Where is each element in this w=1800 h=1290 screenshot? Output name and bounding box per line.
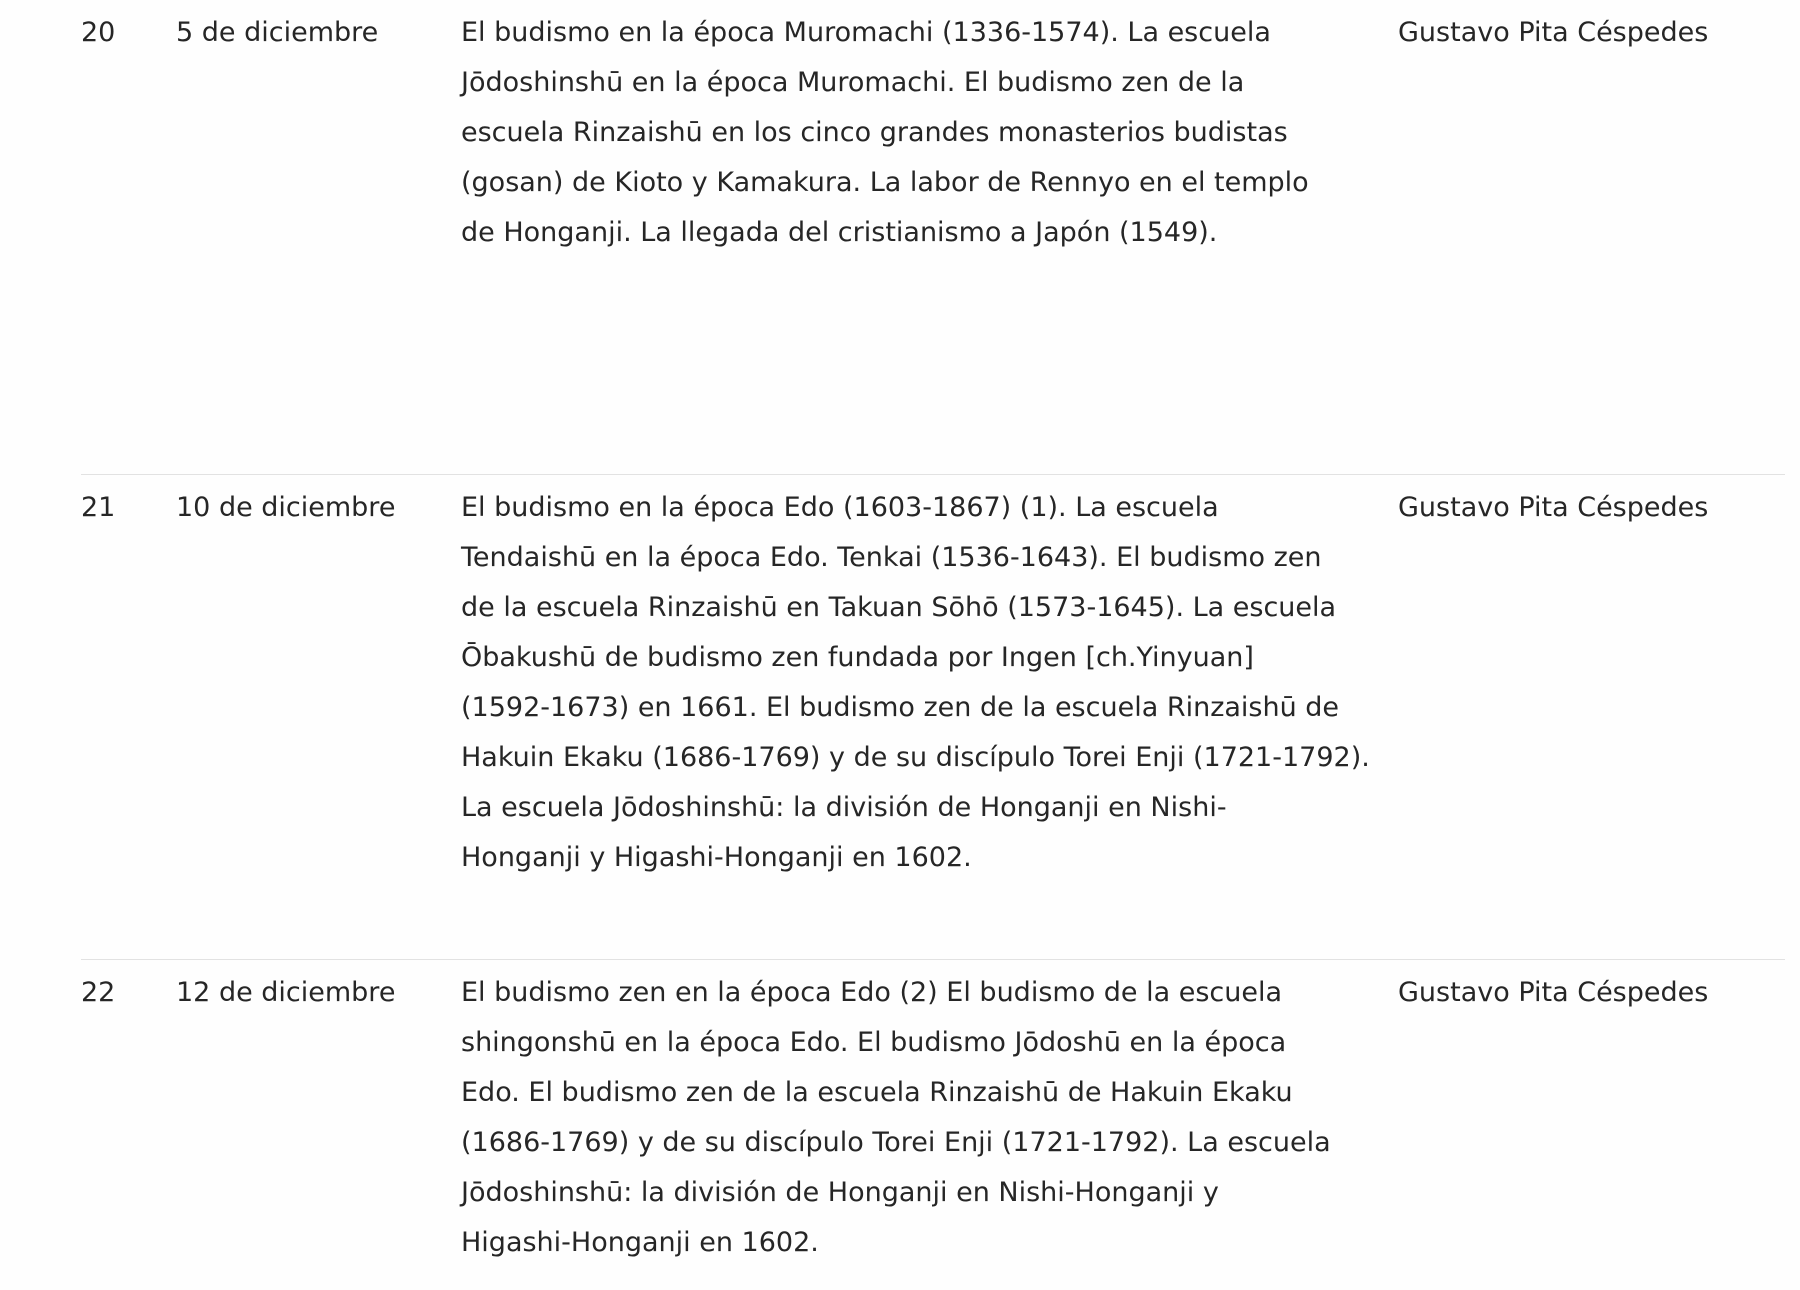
topic-line: de Honganji. La llegada del cristianismo a Japón (1549). — [461, 217, 1218, 248]
topic-line: de la escuela Rinzaishū en Takuan Sōhō (1573-1645). La escuela — [461, 592, 1337, 623]
session-teacher: Gustavo Pita Céspedes — [1398, 977, 1709, 1008]
topic-line: Higashi-Honganji en 1602. — [461, 1227, 819, 1258]
topic-line: Jōdoshinshū: la división de Honganji en Nishi-Honganji y — [461, 1177, 1219, 1208]
topic-line: El budismo en la época Muromachi (1336-1574). La escuela — [461, 17, 1271, 48]
topic-line: (1592-1673) en 1661. El budismo zen de la escuela Rinzaishū de — [461, 692, 1340, 723]
topic-line: Edo. El budismo zen de la escuela Rinzaishū de Hakuin Ekaku — [461, 1077, 1293, 1108]
session-topic — [461, 968, 1331, 1268]
topic-line: Honganji y Higashi-Honganji en 1602. — [461, 842, 972, 873]
topic-line: escuela Rinzaishū en los cinco grandes monasterios budistas — [461, 117, 1288, 148]
session-number: 20 — [81, 17, 116, 48]
schedule-table — [81, 0, 1785, 1290]
session-date: 10 de diciembre — [176, 492, 396, 523]
topic-line: shingonshū en la época Edo. El budismo Jōdoshū en la época — [461, 1027, 1287, 1058]
session-number: 22 — [81, 977, 116, 1008]
topic-line: (1686-1769) y de su discípulo Torei Enji (1721-1792). La escuela — [461, 1127, 1331, 1158]
topic-line: Ōbakushū de budismo zen fundada por Ingen [ch.Yinyuan] — [461, 642, 1254, 673]
topic-line: Tendaishū en la época Edo. Tenkai (1536-1643). El budismo zen — [461, 542, 1322, 573]
session-date: 5 de diciembre — [176, 17, 379, 48]
topic-line: El budismo zen en la época Edo (2) El budismo de la escuela — [461, 977, 1283, 1008]
session-teacher: Gustavo Pita Céspedes — [1398, 492, 1709, 523]
topic-line: Hakuin Ekaku (1686-1769) y de su discípulo Torei Enji (1721-1792). — [461, 742, 1370, 773]
topic-line: El budismo en la época Edo (1603-1867) (1). La escuela — [461, 492, 1219, 523]
table-row — [81, 0, 1785, 475]
session-topic — [461, 8, 1309, 258]
session-number: 21 — [81, 492, 116, 523]
session-date: 12 de diciembre — [176, 977, 396, 1008]
topic-line: Jōdoshinshū en la época Muromachi. El budismo zen de la — [461, 67, 1245, 98]
table-row — [81, 960, 1785, 1290]
topic-line: La escuela Jōdoshinshū: la división de Honganji en Nishi- — [461, 792, 1227, 823]
session-topic — [461, 483, 1370, 883]
topic-line: (gosan) de Kioto y Kamakura. La labor de Rennyo en el templo — [461, 167, 1309, 198]
session-teacher: Gustavo Pita Céspedes — [1398, 17, 1709, 48]
table-row — [81, 475, 1785, 960]
